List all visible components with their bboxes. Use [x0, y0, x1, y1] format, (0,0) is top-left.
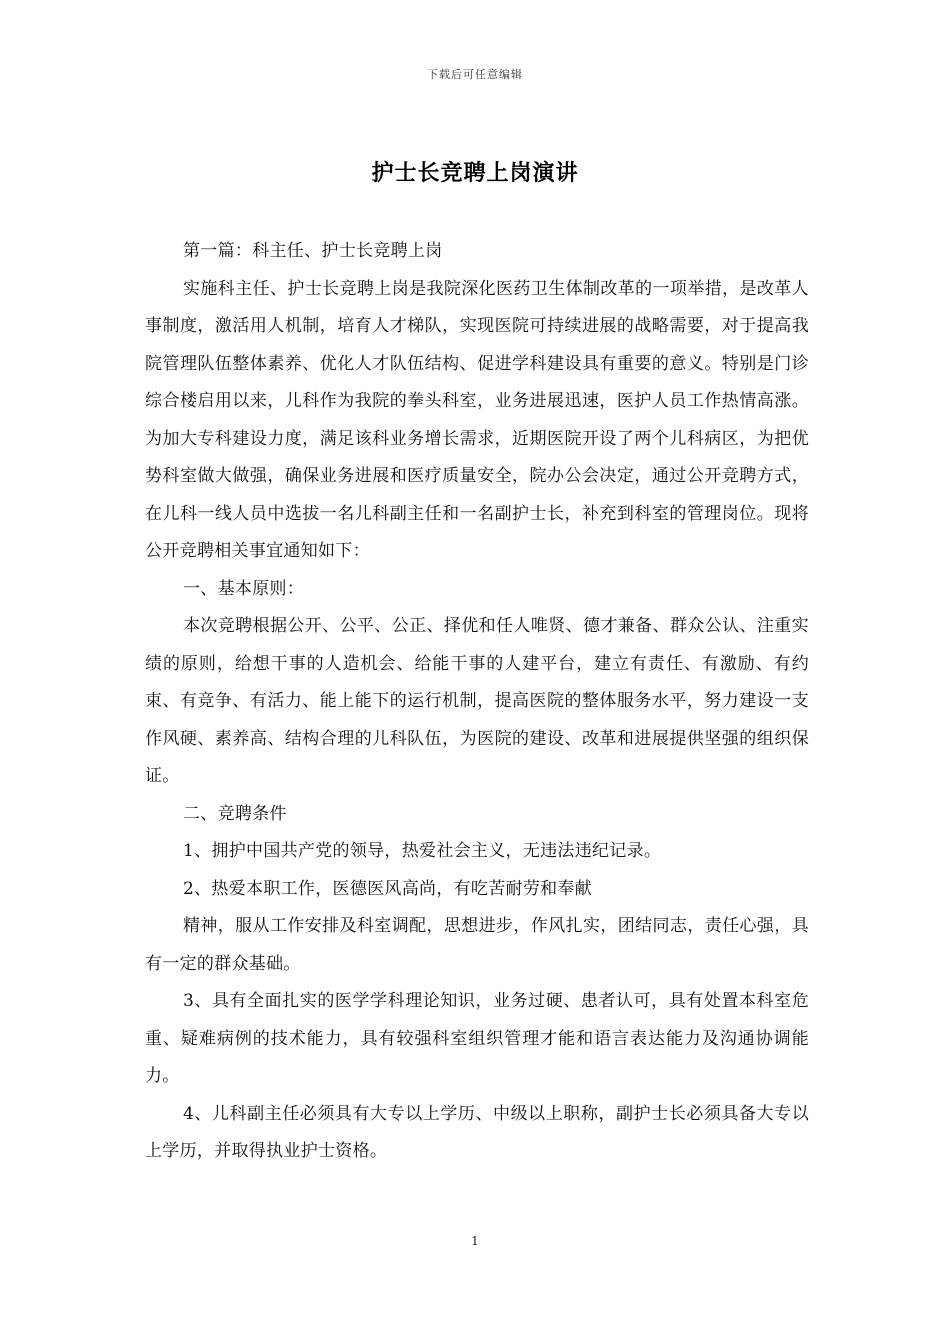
page-number: 1: [471, 1234, 479, 1248]
section-heading-part-one: 第一篇：科主任、护士长竞聘上岗: [183, 241, 443, 261]
condition-item-3: 3、具有全面扎实的医学学科理论知识，业务过硬、患者认可，具有处置本科室危重、疑难病例的技术能力，具有较强科室组织管理才能和语言表达能力及沟通协调能力。: [145, 991, 809, 1086]
document-title: 护士长竞聘上岗演讲: [371, 160, 579, 186]
paragraph-introduction: 实施科主任、护士长竞聘上岗是我院深化医药卫生体制改革的一项举措，是改革人事制度，激活用人机制，培育人才梯队，实现医院可持续进展的战略需要，对于提高我院管理队伍整体素养、优化人才队伍结构、促进学科建设具有重要的意义。特别是门诊综合楼启用以来，儿科作为我院的拳头科室，业务进展迅速，医护人员工作热情高涨。为加大专科建设力度，满足该科业务增长需求，近期医院开设了两个儿科病区，为把优势科室做大做强，确保业务进展和医疗质量安全，院办公会决定，通过公开竞聘方式，在儿科一线人员中选拔一名儿科副主任和一名副护士长，补充到科室的管理岗位。现将公开竞聘相关事宜通知如下：: [145, 278, 809, 561]
section-heading-basic-principles: 一、基本原则：: [183, 578, 305, 599]
condition-item-1: 1、拥护中国共产党的领导，热爱社会主义，无违法违纪记录。: [183, 841, 662, 861]
page-header: 下载后可任意编辑: [427, 68, 523, 81]
section-heading-conditions: 二、竞聘条件: [183, 803, 287, 824]
condition-item-2-continued: 精神，服从工作安排及科室调配，思想进步，作风扎实，团结同志，责任心强，具有一定的群众基础。: [145, 916, 809, 974]
condition-item-4: 4、儿科副主任必须具有大专以上学历、中级以上职称，副护士长必须具备大专以上学历，并取得执业护士资格。: [145, 1103, 809, 1161]
condition-item-2: 2、热爱本职工作，医德医风高尚，有吃苦耐劳和奉献: [183, 878, 593, 899]
paragraph-basic-principles: 本次竞聘根据公开、公平、公正、择优和任人唯贤、德才兼备、群众公认、注重实绩的原则，给想干事的人造机会、给能干事的人建平台，建立有责任、有激励、有约束、有竞争、有活力、能上能下的运行机制，提高医院的整体服务水平，努力建设一支作风硬、素养高、结构合理的儿科队伍，为医院的建设、改革和进展提供坚强的组织保证。: [145, 616, 809, 786]
document-body: [145, 233, 809, 1171]
